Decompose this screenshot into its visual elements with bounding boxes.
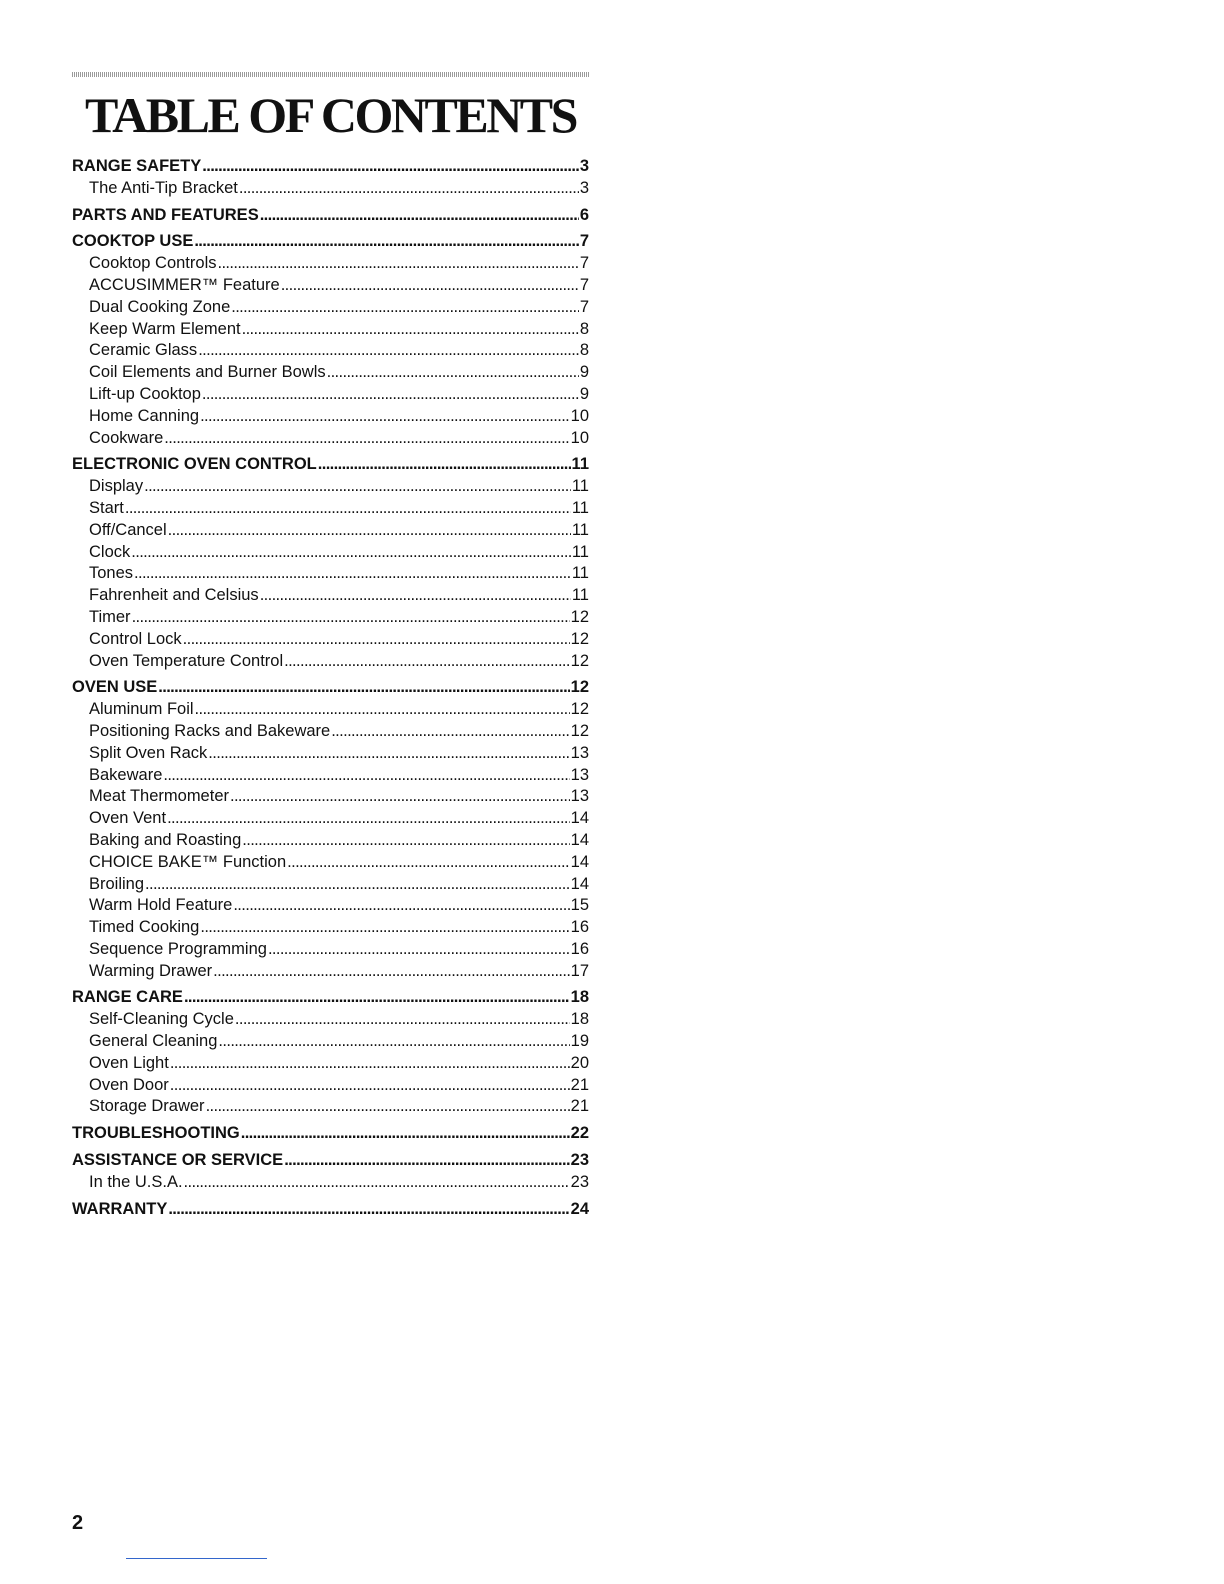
page-ref: 11 — [571, 477, 589, 496]
toc-subentry[interactable] — [72, 428, 589, 450]
toc-subentry[interactable] — [72, 895, 589, 917]
toc-subentry[interactable] — [72, 563, 589, 585]
entry-label: Fahrenheit and Celsius — [89, 586, 259, 605]
toc-subentry[interactable] — [72, 651, 589, 673]
dot-leader — [327, 362, 579, 384]
toc-section-entry[interactable] — [72, 156, 589, 178]
entry-label: Control Lock — [89, 629, 182, 648]
toc-subentry[interactable] — [72, 498, 589, 520]
toc-subentry[interactable] — [72, 275, 589, 297]
entry-label: Positioning Racks and Bakeware — [89, 721, 331, 740]
page-number: 2 — [72, 1512, 84, 1534]
page-ref: 14 — [570, 809, 589, 828]
entry-label: Keep Warm Element — [89, 319, 241, 338]
page-ref: 15 — [570, 896, 589, 915]
dot-leader — [163, 765, 569, 787]
section-title: COOKTOP USE — [72, 232, 194, 251]
entry-label: Lift-up Cooktop — [89, 384, 201, 403]
page-ref: 12 — [570, 607, 589, 626]
toc-subentry[interactable] — [72, 1053, 589, 1075]
dot-leader — [241, 1123, 570, 1145]
entry-label: Start — [89, 498, 124, 517]
entry-label: Sequence Programming — [89, 939, 267, 958]
toc-section — [72, 1150, 589, 1194]
toc-subentry[interactable] — [72, 585, 589, 607]
table-of-contents — [72, 156, 589, 1220]
toc-section — [72, 156, 589, 200]
entry-label: General Cleaning — [89, 1032, 218, 1051]
page-ref: 13 — [570, 787, 589, 806]
toc-section — [72, 677, 589, 982]
entry-label: Display — [89, 477, 144, 496]
entry-label: Coil Elements and Burner Bowls — [89, 363, 326, 382]
dot-leader — [287, 852, 569, 874]
dot-leader — [284, 1150, 569, 1172]
toc-section — [72, 231, 589, 449]
page-ref: 12 — [570, 678, 589, 697]
entry-label: The Anti-Tip Bracket — [89, 178, 238, 197]
dot-leader — [134, 563, 571, 585]
toc-subentry[interactable] — [72, 384, 589, 406]
entry-label: Oven Temperature Control — [89, 651, 284, 670]
toc-subentry[interactable] — [72, 765, 589, 787]
toc-subentry[interactable] — [72, 362, 589, 384]
entry-label: Home Canning — [89, 406, 200, 425]
dot-leader — [218, 1031, 569, 1053]
dot-leader — [168, 1199, 569, 1221]
page-ref: 6 — [579, 205, 589, 224]
section-title: WARRANTY — [72, 1199, 168, 1218]
page-ref: 7 — [579, 232, 589, 251]
toc-subentry[interactable] — [72, 476, 589, 498]
page-ref: 7 — [579, 297, 589, 316]
toc-subentry[interactable] — [72, 699, 589, 721]
dot-leader — [242, 319, 579, 341]
entry-label: Cookware — [89, 428, 164, 447]
dot-leader — [183, 629, 570, 651]
entry-label: Timer — [89, 607, 131, 626]
toc-subentry[interactable] — [72, 939, 589, 961]
toc-subentry[interactable] — [72, 629, 589, 651]
section-title: ELECTRONIC OVEN CONTROL — [72, 455, 317, 474]
section-title: OVEN USE — [72, 678, 158, 697]
toc-subentry[interactable] — [72, 178, 589, 200]
page-ref: 7 — [579, 275, 589, 294]
entry-label: Timed Cooking — [89, 918, 200, 937]
page-ref: 24 — [570, 1199, 589, 1218]
dot-leader — [164, 428, 569, 450]
page-ref: 11 — [571, 542, 589, 561]
dot-leader — [217, 253, 578, 275]
entry-label: Baking and Roasting — [89, 830, 242, 849]
dot-leader — [184, 1172, 570, 1194]
page-ref: 16 — [570, 939, 589, 958]
page-ref: 16 — [570, 918, 589, 937]
toc-subentry[interactable] — [72, 340, 589, 362]
entry-label: Meat Thermometer — [89, 787, 229, 806]
toc-section-entry[interactable] — [72, 1150, 589, 1172]
page-ref: 11 — [571, 586, 589, 605]
toc-subentry[interactable] — [72, 1172, 589, 1194]
toc-section — [72, 454, 589, 672]
page-ref: 11 — [571, 455, 589, 474]
page-ref: 3 — [579, 157, 589, 175]
dot-leader — [208, 743, 569, 765]
page-ref: 13 — [570, 765, 589, 784]
page-ref: 22 — [570, 1124, 589, 1143]
top-rule — [72, 72, 589, 77]
dot-leader — [200, 406, 570, 428]
dot-leader — [184, 987, 570, 1009]
toc-subentry[interactable] — [72, 297, 589, 319]
dot-leader — [144, 476, 571, 498]
section-title: PARTS AND FEATURES — [72, 205, 259, 224]
section-title: TROUBLESHOOTING — [72, 1124, 240, 1143]
entry-label: Split Oven Rack — [89, 743, 208, 762]
page-ref: 12 — [570, 629, 589, 648]
dot-leader — [233, 895, 569, 917]
entry-label: Cooktop Controls — [89, 254, 217, 273]
page-ref: 7 — [579, 254, 589, 273]
page-ref: 14 — [570, 852, 589, 871]
page-ref: 14 — [570, 874, 589, 893]
page-ref: 9 — [579, 384, 589, 403]
page-ref: 19 — [570, 1032, 589, 1051]
page-ref: 10 — [570, 428, 589, 447]
entry-label: Clock — [89, 542, 131, 561]
toc-subentry[interactable] — [72, 1075, 589, 1097]
dot-leader — [242, 830, 569, 852]
dot-leader — [198, 340, 579, 362]
dot-leader — [170, 1053, 570, 1075]
toc-subentry[interactable] — [72, 874, 589, 896]
page-ref: 11 — [571, 498, 589, 517]
dot-leader — [145, 874, 570, 896]
dot-leader — [231, 297, 579, 319]
toc-subentry[interactable] — [72, 786, 589, 808]
toc-section — [72, 987, 589, 1118]
page-ref: 17 — [570, 961, 589, 980]
toc-subentry[interactable] — [72, 961, 589, 983]
toc-subentry[interactable] — [72, 520, 589, 542]
dot-leader — [235, 1009, 570, 1031]
dot-leader — [318, 454, 571, 476]
footer-rule — [126, 1558, 267, 1559]
dot-leader — [158, 677, 569, 699]
toc-subentry[interactable] — [72, 852, 589, 874]
dot-leader — [331, 721, 569, 743]
entry-label: ACCUSIMMER™ Feature — [89, 275, 280, 294]
page-ref: 14 — [570, 830, 589, 849]
toc-section-entry[interactable] — [72, 1199, 589, 1221]
page-ref: 8 — [579, 319, 589, 338]
dot-leader — [260, 585, 571, 607]
toc-section-entry[interactable] — [72, 205, 589, 227]
page-ref: 23 — [570, 1172, 589, 1191]
toc-subentry[interactable] — [72, 406, 589, 428]
toc-section-entry[interactable] — [72, 231, 589, 253]
dot-leader — [131, 542, 571, 564]
toc-subentry[interactable] — [72, 917, 589, 939]
entry-label: Storage Drawer — [89, 1097, 205, 1116]
page-ref: 18 — [570, 988, 589, 1007]
page-ref: 21 — [570, 1097, 589, 1116]
section-title: RANGE CARE — [72, 988, 183, 1007]
section-title: RANGE SAFETY — [72, 157, 202, 175]
entry-label: Oven Vent — [89, 809, 167, 828]
page-ref: 23 — [570, 1151, 589, 1170]
toc-subentry[interactable] — [72, 830, 589, 852]
entry-label: Ceramic Glass — [89, 341, 198, 360]
toc-subentry[interactable] — [72, 319, 589, 341]
page-ref: 9 — [579, 363, 589, 382]
entry-label: In the U.S.A. — [89, 1172, 183, 1191]
entry-label: Warm Hold Feature — [89, 896, 233, 915]
entry-label: CHOICE BAKE™ Function — [89, 852, 287, 871]
toc-subentry[interactable] — [72, 1009, 589, 1031]
dot-leader — [239, 178, 579, 200]
dot-leader — [260, 205, 579, 227]
page-ref: 8 — [579, 341, 589, 360]
toc-section-entry[interactable] — [72, 454, 589, 476]
toc-subentry[interactable] — [72, 743, 589, 765]
toc-section-entry[interactable] — [72, 677, 589, 699]
toc-section — [72, 1123, 589, 1145]
toc-subentry[interactable] — [72, 808, 589, 830]
entry-label: Tones — [89, 564, 134, 583]
dot-leader — [170, 1075, 570, 1097]
page-ref: 21 — [570, 1075, 589, 1094]
dot-leader — [195, 699, 570, 721]
page-title: TABLE OF CONTENTS — [85, 87, 576, 143]
toc-section-entry[interactable] — [72, 987, 589, 1009]
dot-leader — [202, 384, 579, 406]
toc-section — [72, 205, 589, 227]
dot-leader — [168, 520, 571, 542]
page-ref: 18 — [570, 1010, 589, 1029]
dot-leader — [213, 961, 569, 983]
dot-leader — [268, 939, 570, 961]
entry-label: Dual Cooking Zone — [89, 297, 231, 316]
entry-label: Oven Light — [89, 1053, 169, 1072]
toc-section — [72, 1199, 589, 1221]
toc-subentry[interactable] — [72, 1031, 589, 1053]
page-ref: 10 — [570, 406, 589, 425]
dot-leader — [284, 651, 570, 673]
entry-label: Broiling — [89, 874, 145, 893]
toc-subentry[interactable] — [72, 721, 589, 743]
entry-label: Warming Drawer — [89, 961, 213, 980]
entry-label: Aluminum Foil — [89, 700, 194, 719]
page-ref: 11 — [571, 564, 589, 583]
entry-label: Off/Cancel — [89, 520, 167, 539]
page-ref: 11 — [571, 520, 589, 539]
page-ref: 20 — [570, 1053, 589, 1072]
page-ref: 3 — [579, 178, 589, 197]
dot-leader — [230, 786, 570, 808]
toc-subentry[interactable] — [72, 542, 589, 564]
page-ref: 12 — [570, 721, 589, 740]
page-ref: 13 — [570, 743, 589, 762]
toc-subentry[interactable] — [72, 607, 589, 629]
entry-label: Self-Cleaning Cycle — [89, 1010, 234, 1029]
toc-section-entry[interactable] — [72, 1123, 589, 1145]
dot-leader — [200, 917, 569, 939]
entry-label: Oven Door — [89, 1075, 169, 1094]
toc-subentry[interactable] — [72, 253, 589, 275]
entry-label: Bakeware — [89, 765, 163, 784]
section-title: ASSISTANCE OR SERVICE — [72, 1151, 284, 1170]
dot-leader — [125, 498, 571, 520]
dot-leader — [281, 275, 579, 297]
dot-leader — [132, 607, 570, 629]
dot-leader — [206, 1096, 570, 1118]
dot-leader — [202, 156, 579, 178]
toc-subentry[interactable] — [72, 1096, 589, 1118]
dot-leader — [194, 231, 578, 253]
page-ref: 12 — [570, 700, 589, 719]
page-ref: 12 — [570, 651, 589, 670]
dot-leader — [167, 808, 570, 830]
